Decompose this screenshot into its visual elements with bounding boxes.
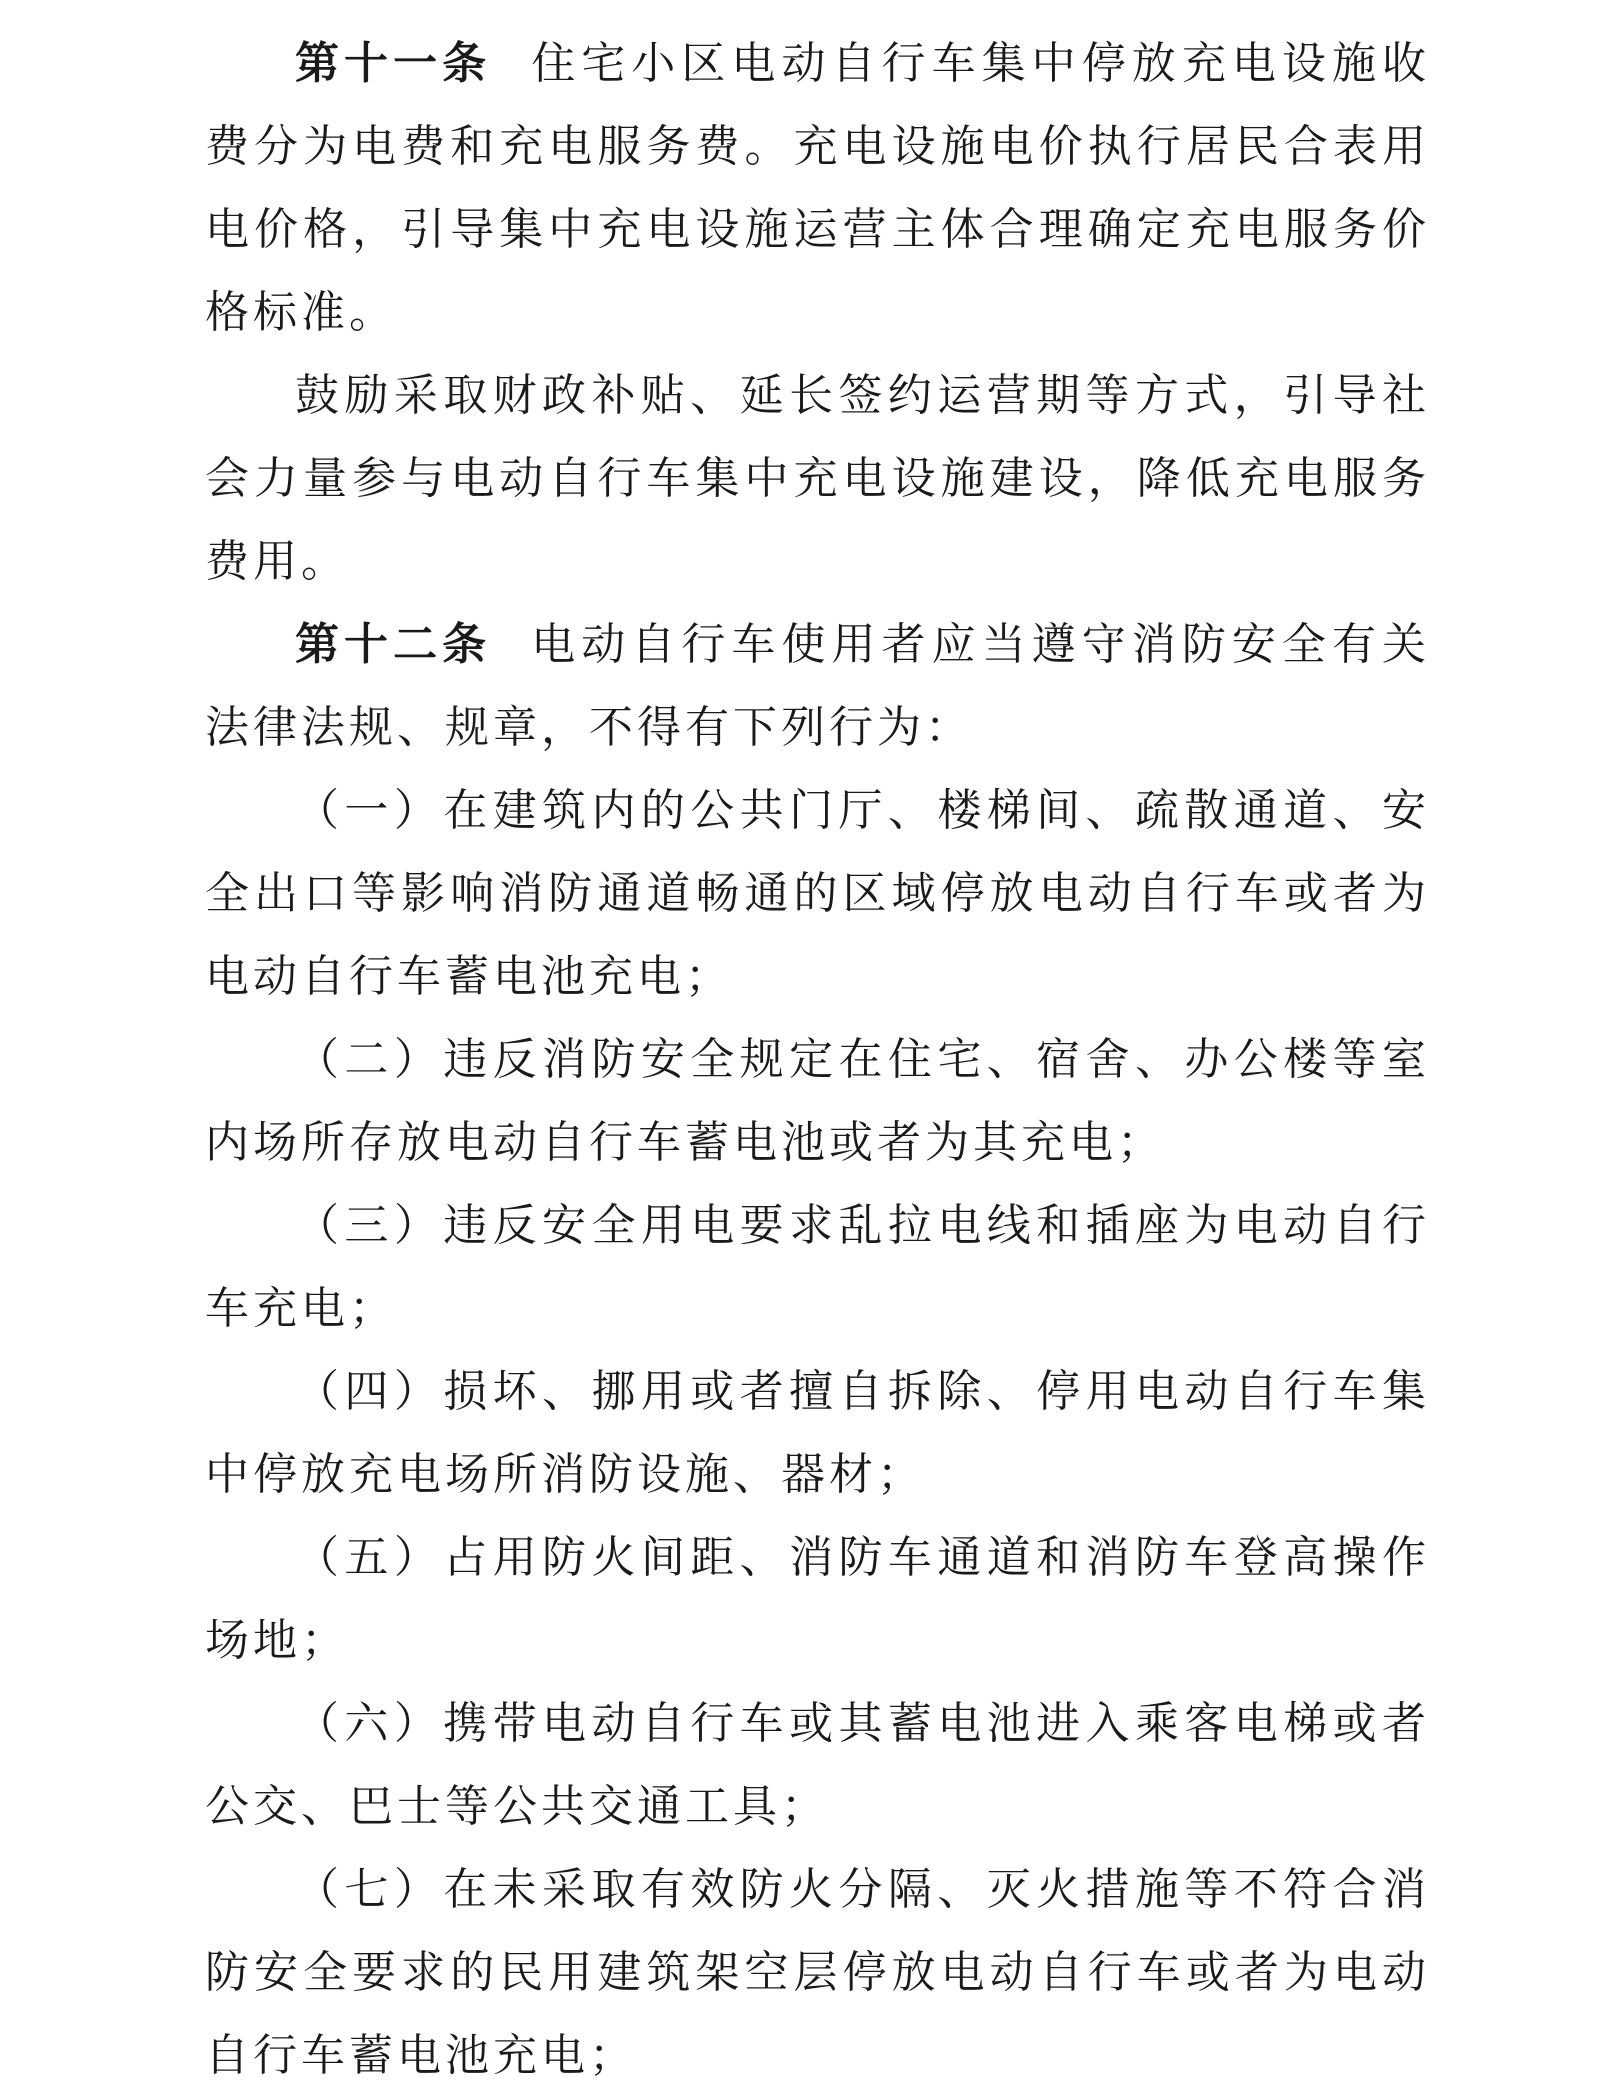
list-item-text: （六）携带电动自行车或其蓄电池进入乘客电梯或者公交、巴士等公共交通工具； [205, 1698, 1430, 1832]
article-11-paragraph-2 [205, 354, 1430, 603]
list-item-text: （五）占用防火间距、消防车通道和消防车登高操作场地； [205, 1532, 1430, 1666]
list-item-text: （一）在建筑内的公共门厅、楼梯间、疏散通道、安全出口等影响消防通道畅通的区域停放电动自行车或者为电动自行车蓄电池充电； [205, 785, 1430, 1002]
article-12-intro-text: 电动自行车使用者应当遵守消防安全有关法律法规、规章，不得有下列行为： [205, 619, 1431, 753]
article-12-item-6 [205, 1682, 1430, 1848]
article-12-item-3 [205, 1184, 1430, 1350]
article-11-label: 第十一条 [295, 38, 492, 89]
article-12-item-7 [205, 1848, 1430, 2097]
article-12-item-4 [205, 1350, 1430, 1516]
list-item-text: （二）违反消防安全规定在住宅、宿舍、办公楼等室内场所存放电动自行车蓄电池或者为其充电； [205, 1034, 1430, 1168]
article-12-intro [205, 603, 1430, 769]
article-12-item-2 [205, 1018, 1430, 1184]
article-12-item-1 [205, 769, 1430, 1018]
article-11-text-1: 住宅小区电动自行车集中停放充电设施收费分为电费和充电服务费。充电设施电价执行居民合表用电价格，引导集中充电设施运营主体合理确定充电服务价格标准。 [205, 38, 1431, 338]
article-11-paragraph-1 [205, 22, 1430, 354]
list-item-text: （三）违反安全用电要求乱拉电线和插座为电动自行车充电； [205, 1200, 1430, 1334]
article-11-text-2: 鼓励采取财政补贴、延长签约运营期等方式，引导社会力量参与电动自行车集中充电设施建设，降低充电服务费用。 [205, 370, 1430, 587]
list-item-text: （四）损坏、挪用或者擅自拆除、停用电动自行车集中停放充电场所消防设施、器材； [205, 1366, 1430, 1500]
list-item-text: （七）在未采取有效防火分隔、灭火措施等不符合消防安全要求的民用建筑架空层停放电动自行车或者为电动自行车蓄电池充电； [205, 1864, 1430, 2081]
document-page [205, 22, 1430, 2097]
article-12-item-5 [205, 1516, 1430, 1682]
article-12-label: 第十二条 [295, 619, 492, 670]
